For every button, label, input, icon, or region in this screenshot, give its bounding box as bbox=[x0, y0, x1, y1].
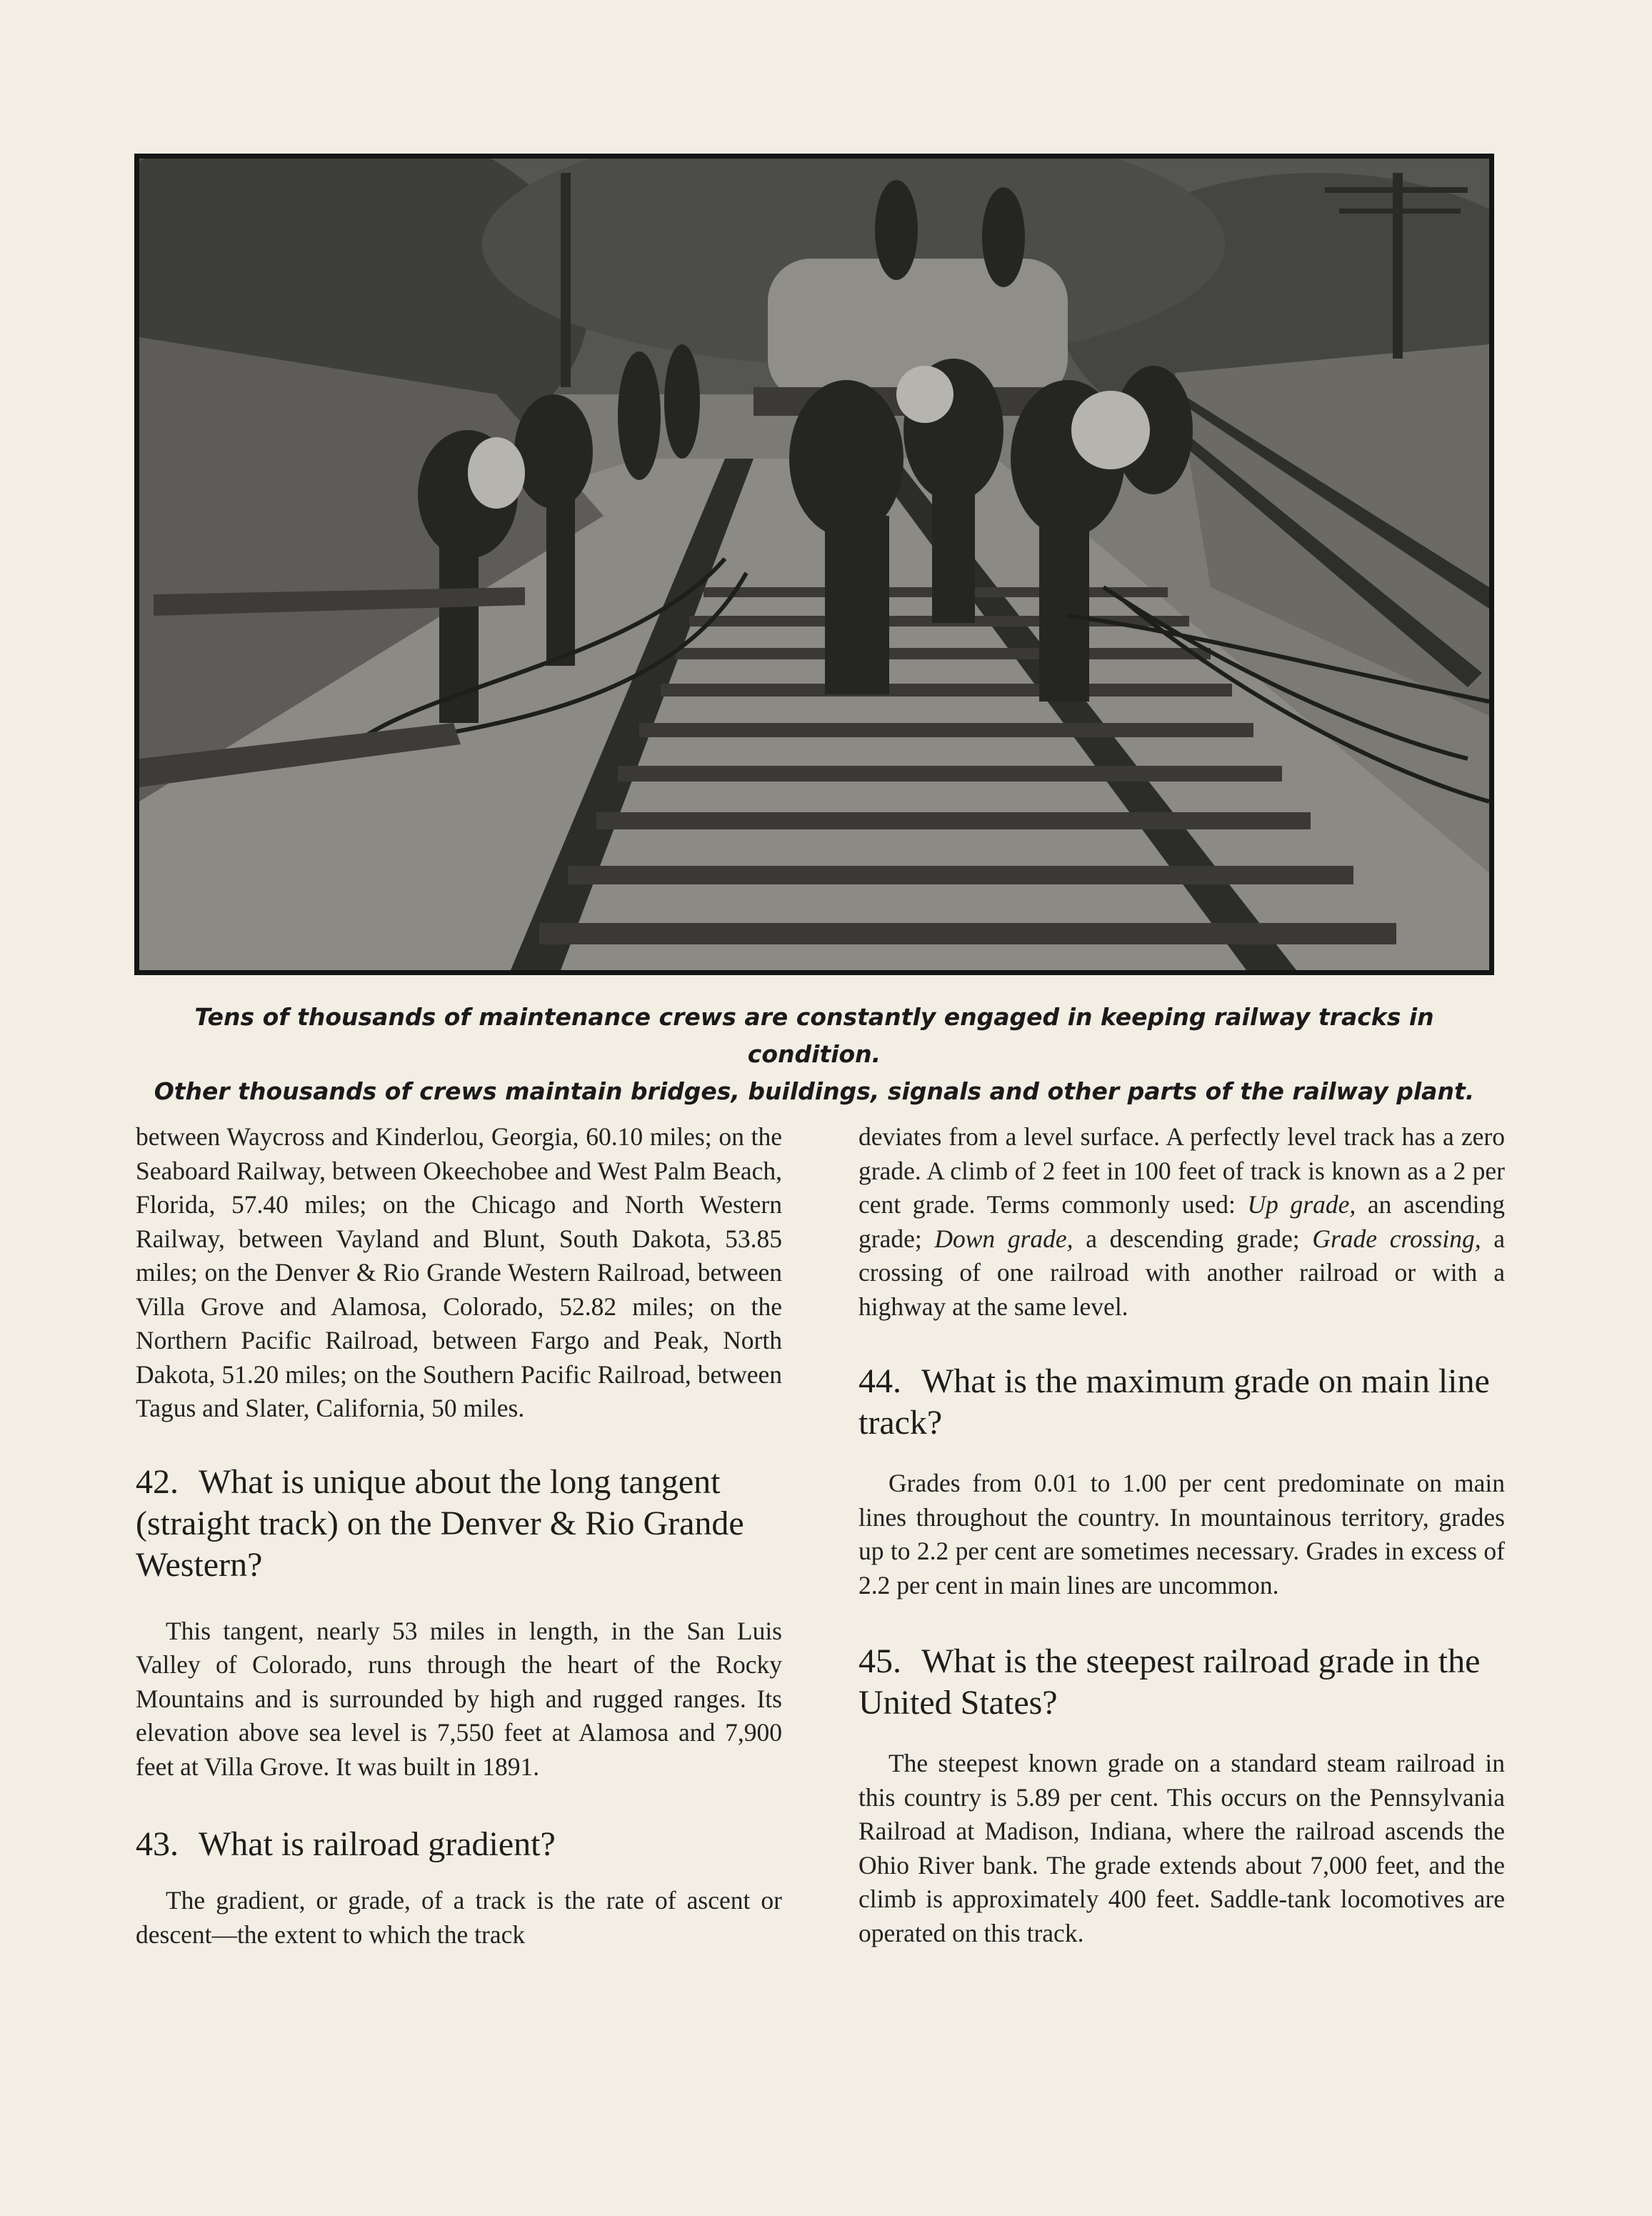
question-44-number: 44. bbox=[858, 1362, 901, 1400]
question-45-title: What is the steepest railroad grade in the United States? bbox=[858, 1642, 1481, 1722]
answer-45: The steepest known grade on a standard steam railroad in this country is 5.89 per cent. This occurs on the Pennsylvania Railroad at Madison, Indiana, where the railroad ascends the Ohio River bank. The grade extends about 7,000 feet, and the climb is approximately 400 feet. Saddle-tank locomotives are operated on this track. bbox=[858, 1749, 1505, 1947]
term-up-grade: Up grade, bbox=[1247, 1190, 1356, 1219]
left-column bbox=[136, 1120, 782, 1952]
answer-43-continued bbox=[858, 1120, 1505, 1324]
question-44-heading bbox=[858, 1361, 1505, 1444]
question-42-heading bbox=[136, 1462, 782, 1586]
question-43-heading bbox=[136, 1824, 782, 1865]
answer-43-text-a: deviates from a level surface. A perfectly level track has a zero grade. A climb of 2 feet in 100 feet of track is known as a 2 per cent grade. Terms commonly used: bbox=[858, 1122, 1505, 1219]
answer-43-text-b: an ascending grade; bbox=[858, 1190, 1505, 1253]
question-43-number: 43. bbox=[136, 1825, 179, 1863]
answer-43-text-d: a crossing of one railroad with another railroad or with a highway at the same level. bbox=[858, 1224, 1505, 1321]
question-45-number: 45. bbox=[858, 1642, 901, 1680]
question-43-title: What is railroad gradient? bbox=[199, 1825, 556, 1863]
photo-caption bbox=[134, 999, 1494, 1110]
answer-43-start: The gradient, or grade, of a track is the rate of ascent or descent—the extent to which the track bbox=[136, 1886, 782, 1949]
photo-illustration bbox=[139, 159, 1489, 970]
answer-42: This tangent, nearly 53 miles in length, in the San Luis Valley of Colorado, runs through the heart of the Rocky Mountains and is surrounded by high and rugged ranges. Its elevation above sea level is 7,550 feet at Alamosa and 7,900 feet at Villa Grove. It was built in 1891. bbox=[136, 1616, 782, 1781]
answer-43-text-c: a descending grade; bbox=[1073, 1224, 1313, 1253]
answer-44: Grades from 0.01 to 1.00 per cent predominate on main lines throughout the country. In mountainous territory, grades up to 2.2 per cent are sometimes necessary. Grades in excess of 2.2 per cent in main lines are uncommon. bbox=[858, 1469, 1505, 1599]
question-44-title: What is the maximum grade on main line track? bbox=[858, 1362, 1490, 1442]
question-45-heading bbox=[858, 1641, 1505, 1724]
question-42-number: 42. bbox=[136, 1462, 179, 1501]
term-grade-crossing: Grade crossing, bbox=[1312, 1224, 1481, 1253]
question-42-title: What is unique about the long tangent (straight track) on the Denver & Rio Grande Western? bbox=[136, 1462, 744, 1584]
term-down-grade: Down grade, bbox=[934, 1224, 1073, 1253]
intro-paragraph: between Waycross and Kinderlou, Georgia, 60.10 miles; on the Seaboard Railway, between Okeechobee and West Palm Beach, Florida, 57.40 miles; on the Chicago and North Western Railway, between Vayland and Blunt, South Dakota, 53.85 miles; on the Denver & Rio Grande Western Railroad, between Villa Grove and Alamosa, Colorado, 52.82 miles; on the Northern Pacific Railroad, between Fargo and Peak, North Dakota, 51.20 miles; on the Southern Pacific Railroad, between Tagus and Slater, California, 50 miles. bbox=[136, 1122, 782, 1422]
caption-line-2: Other thousands of crews maintain bridges, buildings, signals and other parts of the railway plant. bbox=[154, 1077, 1475, 1105]
caption-line-1: Tens of thousands of maintenance crews are constantly engaged in keeping railway tracks in condition. bbox=[194, 1003, 1434, 1068]
railway-maintenance-photo bbox=[134, 154, 1494, 975]
right-column bbox=[858, 1120, 1505, 1950]
